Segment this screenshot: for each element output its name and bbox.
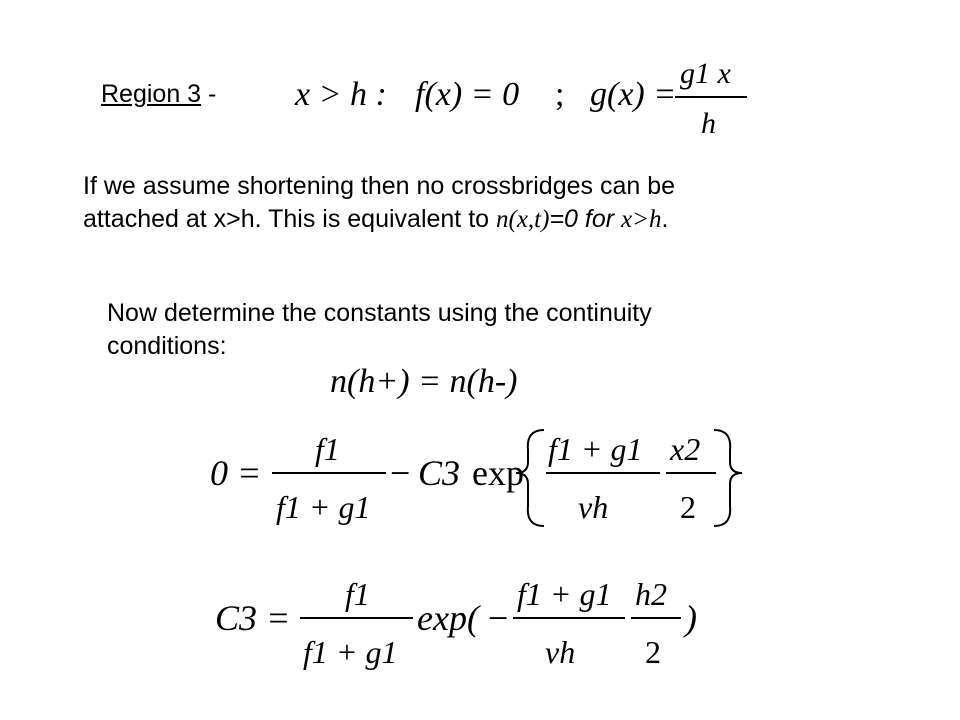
eq1-inner-denominator: vh [578, 489, 609, 525]
continuity-equation [325, 350, 565, 410]
region-label [101, 80, 216, 109]
explanation-text-a: attached at x>h. This is equivalent to [83, 205, 496, 233]
eq2-close-paren: ) [685, 598, 697, 638]
instruction-line-1: Now determine the constants using the continuity [107, 299, 652, 327]
eq1-frac-numerator: f1 [315, 431, 340, 467]
eq2-minus: − [488, 598, 509, 638]
period: . [661, 205, 669, 233]
eq1-function: exp [472, 453, 524, 493]
eq2-function: exp( [417, 598, 479, 638]
region-condition: x > h : [295, 76, 387, 113]
region-equation [285, 55, 765, 145]
n-symbol: n(x,t) [496, 206, 550, 233]
continuity-text: n(h+) = n(h-) [330, 363, 518, 400]
equation-one [200, 420, 760, 540]
eq2-lhs: C3 = [215, 598, 291, 638]
eq2-frac-numerator: f1 [345, 576, 370, 612]
eq2-h2-denominator: 2 [645, 634, 661, 670]
explanation-line-1: If we assume shortening then no crossbridges can be [83, 172, 676, 200]
eq2-frac-denominator: f1 + g1 [303, 634, 398, 670]
eq1-coefficient: C3 [418, 453, 461, 493]
eq1-x2-numerator: x2 [670, 431, 701, 467]
eq1-right-brace [714, 430, 742, 526]
instruction-line-2: conditions: [107, 332, 227, 360]
explanation-line-2 [83, 203, 883, 236]
f-definition: f(x) = 0 [415, 76, 520, 113]
g-numerator: g1 x [680, 57, 731, 90]
g-lhs: g(x) = [590, 76, 677, 113]
eq2-inner-numerator: f1 + g1 [517, 576, 612, 612]
eq1-minus: − [390, 453, 411, 493]
eq2-h2-numerator: h2 [635, 576, 667, 612]
eq1-inner-numerator: f1 + g1 [548, 431, 643, 467]
eq1-frac-denominator: f1 + g1 [276, 489, 371, 525]
explanation-text-c: =0 for [549, 205, 622, 233]
equation-two [205, 565, 765, 685]
region-dash: - [208, 80, 217, 108]
g-denominator: h [701, 107, 716, 140]
eq1-x2-denominator: 2 [680, 489, 696, 525]
explanation-paragraph [83, 170, 883, 236]
region-name: Region 3 [101, 80, 202, 108]
eq1-lhs: 0 = [210, 453, 262, 493]
equation-separator: ; [555, 76, 565, 113]
x-gt-h-symbol: x>h [621, 206, 662, 233]
eq2-inner-denominator: vh [545, 634, 576, 670]
